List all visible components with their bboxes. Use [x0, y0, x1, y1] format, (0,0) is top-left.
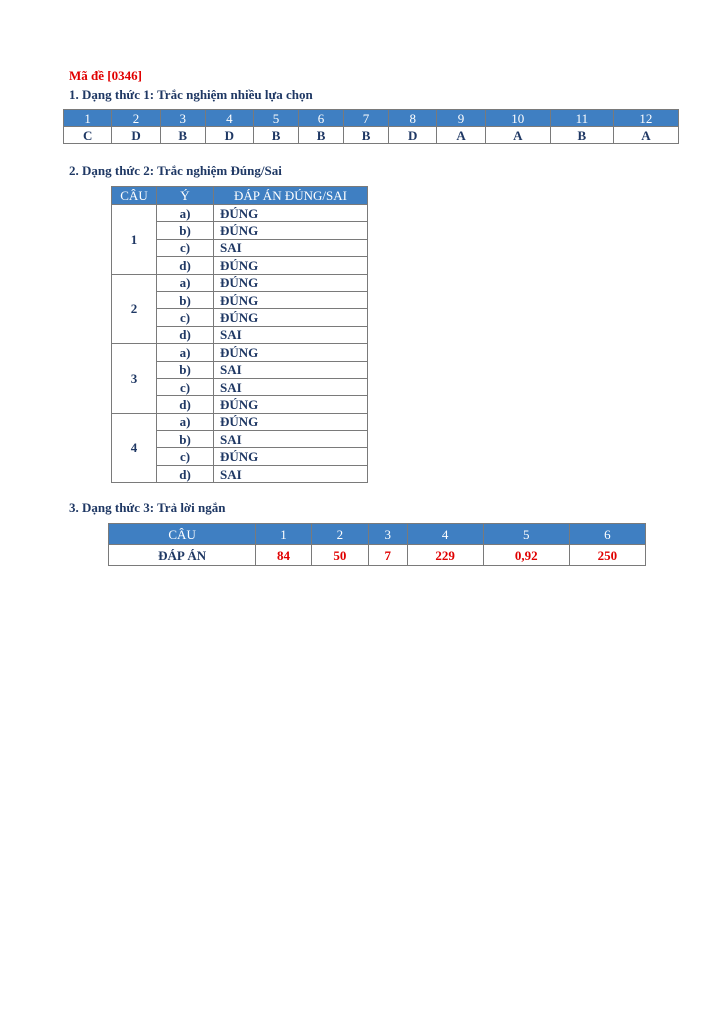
table-header-row [64, 110, 679, 127]
short-answer-table [108, 523, 646, 566]
question-number: 1 [112, 205, 157, 275]
true-false-answer: SAI [214, 465, 368, 482]
true-false-answer: ĐÚNG [214, 257, 368, 274]
section2-title: 2. Dạng thức 2: Trắc nghiệm Đúng/Sai [69, 163, 282, 178]
sub-item-label: a) [157, 274, 214, 291]
short-answer-value: 250 [569, 545, 645, 566]
question-number: 3 [369, 524, 408, 545]
sub-item-label: a) [157, 344, 214, 361]
sub-item-label: d) [157, 465, 214, 482]
header-cau: CÂU [109, 524, 256, 545]
question-number: 1 [64, 110, 112, 127]
table-header-row [109, 524, 646, 545]
answer-cell: B [550, 127, 613, 144]
question-number: 2 [112, 110, 160, 127]
question-number: 5 [254, 110, 299, 127]
answer-cell: A [613, 127, 678, 144]
question-number: 1 [256, 524, 311, 545]
true-false-answer: ĐÚNG [214, 291, 368, 308]
true-false-answer: ĐÚNG [214, 344, 368, 361]
section3-title: 3. Dạng thức 3: Trả lời ngắn [69, 500, 226, 515]
answer-cell: A [437, 127, 485, 144]
short-answer-value: 84 [256, 545, 311, 566]
answer-cell: B [160, 127, 205, 144]
true-false-answer: SAI [214, 361, 368, 378]
table-row [112, 205, 368, 222]
sub-item-label: d) [157, 326, 214, 343]
answer-cell: A [485, 127, 550, 144]
question-number: 2 [112, 274, 157, 344]
table-header-row [112, 187, 368, 205]
sub-item-label: b) [157, 361, 214, 378]
table-row [112, 274, 368, 291]
true-false-answer: SAI [214, 326, 368, 343]
short-answer-value: 229 [407, 545, 483, 566]
sub-item-label: c) [157, 239, 214, 256]
true-false-answer: ĐÚNG [214, 448, 368, 465]
question-number: 7 [344, 110, 389, 127]
header-y: Ý [157, 187, 214, 205]
question-number: 5 [483, 524, 569, 545]
question-number: 11 [550, 110, 613, 127]
table-row [112, 344, 368, 361]
question-number: 10 [485, 110, 550, 127]
question-number: 12 [613, 110, 678, 127]
sub-item-label: d) [157, 396, 214, 413]
true-false-table [111, 186, 368, 483]
sub-item-label: b) [157, 431, 214, 448]
table-row [64, 127, 679, 144]
short-answer-value: 0,92 [483, 545, 569, 566]
answer-label: ĐÁP ÁN [109, 545, 256, 566]
sub-item-label: d) [157, 257, 214, 274]
exam-code: Mã đề [0346] [69, 68, 142, 83]
answer-cell: D [389, 127, 437, 144]
question-number: 3 [160, 110, 205, 127]
question-number: 3 [112, 344, 157, 414]
true-false-answer: SAI [214, 431, 368, 448]
true-false-answer: ĐÚNG [214, 205, 368, 222]
question-number: 6 [569, 524, 645, 545]
question-number: 4 [112, 413, 157, 483]
table-row [109, 545, 646, 566]
multiple-choice-table [63, 109, 679, 144]
true-false-answer: ĐÚNG [214, 274, 368, 291]
answer-cell: B [344, 127, 389, 144]
true-false-answer: SAI [214, 239, 368, 256]
answer-cell: D [112, 127, 160, 144]
question-number: 2 [311, 524, 368, 545]
question-number: 4 [407, 524, 483, 545]
short-answer-value: 50 [311, 545, 368, 566]
sub-item-label: c) [157, 309, 214, 326]
true-false-answer: ĐÚNG [214, 396, 368, 413]
true-false-answer: ĐÚNG [214, 413, 368, 430]
sub-item-label: b) [157, 291, 214, 308]
answer-cell: C [64, 127, 112, 144]
header-answer: ĐÁP ÁN ĐÚNG/SAI [214, 187, 368, 205]
short-answer-value: 7 [369, 545, 408, 566]
table-row [112, 413, 368, 430]
sub-item-label: c) [157, 378, 214, 395]
sub-item-label: b) [157, 222, 214, 239]
question-number: 8 [389, 110, 437, 127]
question-number: 6 [299, 110, 344, 127]
question-number: 4 [205, 110, 253, 127]
section1-title: 1. Dạng thức 1: Trắc nghiệm nhiều lựa chọn [69, 87, 313, 102]
answer-cell: D [205, 127, 253, 144]
answer-cell: B [299, 127, 344, 144]
sub-item-label: a) [157, 205, 214, 222]
question-number: 9 [437, 110, 485, 127]
sub-item-label: c) [157, 448, 214, 465]
sub-item-label: a) [157, 413, 214, 430]
true-false-answer: SAI [214, 378, 368, 395]
answer-cell: B [254, 127, 299, 144]
header-cau: CÂU [112, 187, 157, 205]
true-false-answer: ĐÚNG [214, 309, 368, 326]
true-false-answer: ĐÚNG [214, 222, 368, 239]
